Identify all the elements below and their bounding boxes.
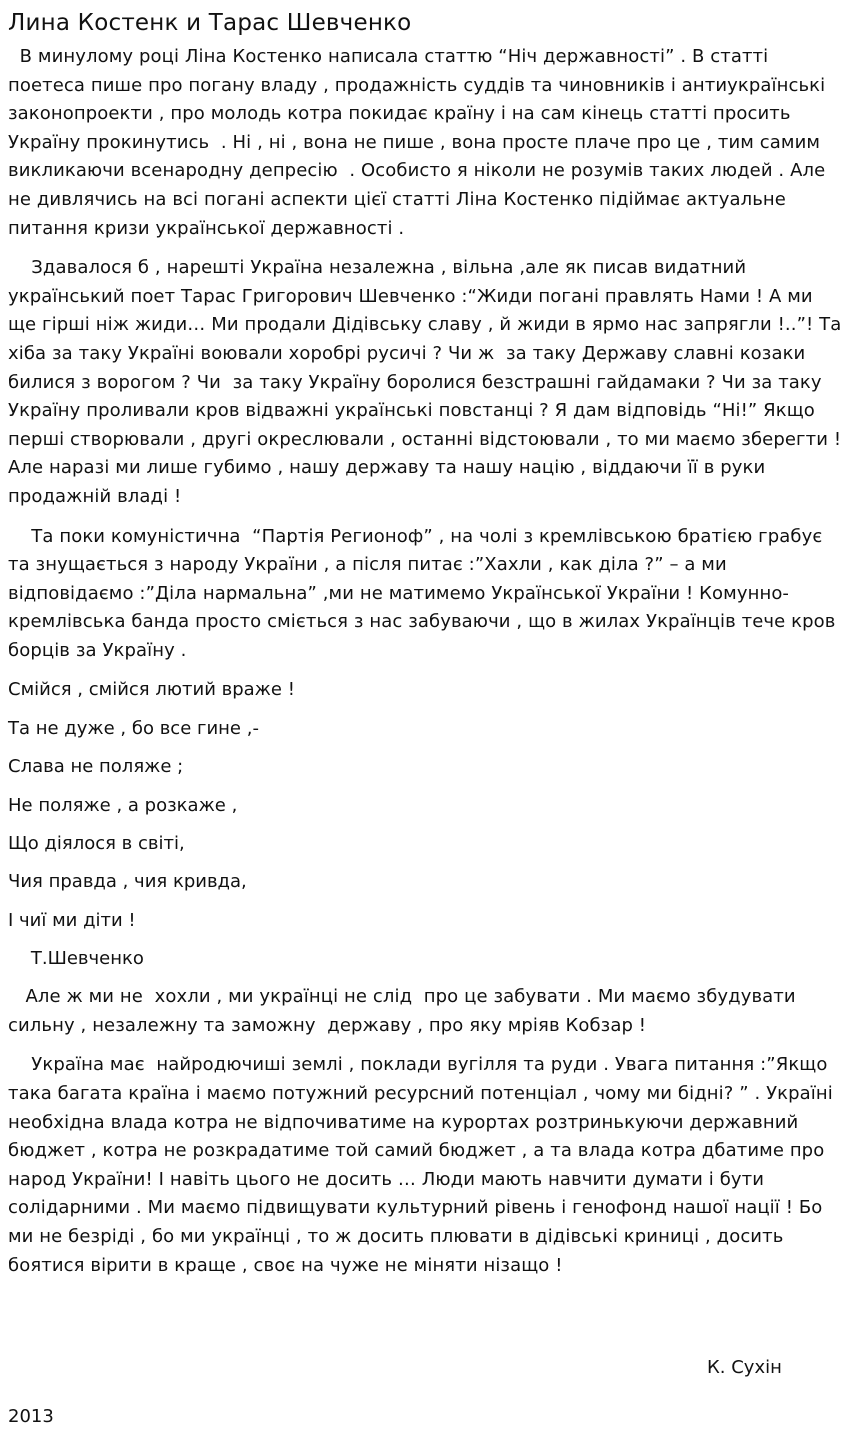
paragraph-1: В минулому році Ліна Костенко написала статтю “Ніч державності” . В статті поетеса пише про погану владу , продажність суддів та чиновників і антиукраїнські законопроекти , про молодь котра покидає країну і на сам кінець статті просить Україну прокинутись . Ні , ні , вона не пише , вона просте плаче про це , тим самим викликаючи всенародну депресію . Особисто я ніколи не розумів таких людей . Але не дивлячись на всі погані аспекти цієї статті Ліна Костенко підіймає актуальне питання кризи української державності . [8, 46, 832, 239]
paragraph-3: Та поки комуністична “Партія Регионоф” , на чолі з кремлівською братією грабує та знущається з народу України , а після питає :”Хахли , как діла ?” – а ми відповідаємо :”Діла нармальна” ,ми не матимемо Української України ! Комунно-кремлівська банда просто сміється з нас забуваючи , що в жилах Українців тече кров борців за Україну . [8, 525, 842, 661]
paragraph-4: Але ж ми не хохли , ми українці не слід про це забувати . Ми маємо збудувати сильну , незалежну та заможну державу , про яку мріяв Кобзар ! [8, 986, 802, 1036]
verse-line: Слава не поляже ; [8, 756, 184, 778]
author-signature: К. Сухін [707, 1357, 782, 1378]
verse-line: Чия правда , чия кривда, [8, 871, 247, 893]
verse-line: Не поляже , а розкаже , [8, 794, 238, 816]
document-title: Лина Костенк и Тарас Шевченко [8, 10, 412, 36]
verse-line: Смійся , смійся лютий враже ! [8, 679, 295, 701]
paragraph-5: Україна має найродючиші землі , поклади вугілля та руди . Увага питання :”Якщо така багата країна і маємо потужний ресурсний потенціал , чому ми бідні? ” . Україні необхідна влада котра не відпочиватиме на курортах розтринькуючи державний бюджет , котра не розкрадатиме той самий бюджет , а та влада котра дбатиме про народ України! І навіть цього не досить … Люди мають навчити думати і бути солідарними . Ми маємо підвищувати культурний рівень і генофонд нашої нації ! Бо ми не безріді , бо ми українці , то ж досить плювати в дідівські криниці , досить боятися вірити в краще , своє на чуже не міняти нізащо ! [8, 1054, 839, 1276]
poem-quote [8, 676, 842, 973]
poem-attribution: Т.Шевченко [8, 948, 144, 970]
verse-line: Та не дуже , бо все гине ,- [8, 717, 259, 739]
signature-block [8, 1354, 842, 1431]
document-year: 2013 [8, 1405, 54, 1427]
document-page [8, 0, 847, 1280]
verse-line: Що діялося в світі, [8, 833, 185, 855]
paragraph-2: Здавалося б , нарешті Україна незалежна , вільна ,але як писав видатний український поет Тарас Григорович Шевченко :“Жиди погані правлять Нами ! А ми ще гірші ніж жиди… Ми продали Дідівську славу , й жиди в ярмо нас запрягли !..”! Та хіба за таку Україні воювали хоробрі русичі ? Чи ж за таку Державу славні козаки билися з ворогом ? Чи за таку Україну боролися безстрашні гайдамаки ? Чи за таку Україну проливали кров відважні українські повстанці ? Я дам відповідь “Ні!” Якщо перші створювали , другі окреслювали , останні відстоювали , то ми маємо зберегти ! Але наразі ми лише губимо , нашу державу та нашу націю , віддаючи її в руки продажній владі ! [8, 257, 847, 507]
verse-line: І чиї ми діти ! [8, 909, 136, 931]
